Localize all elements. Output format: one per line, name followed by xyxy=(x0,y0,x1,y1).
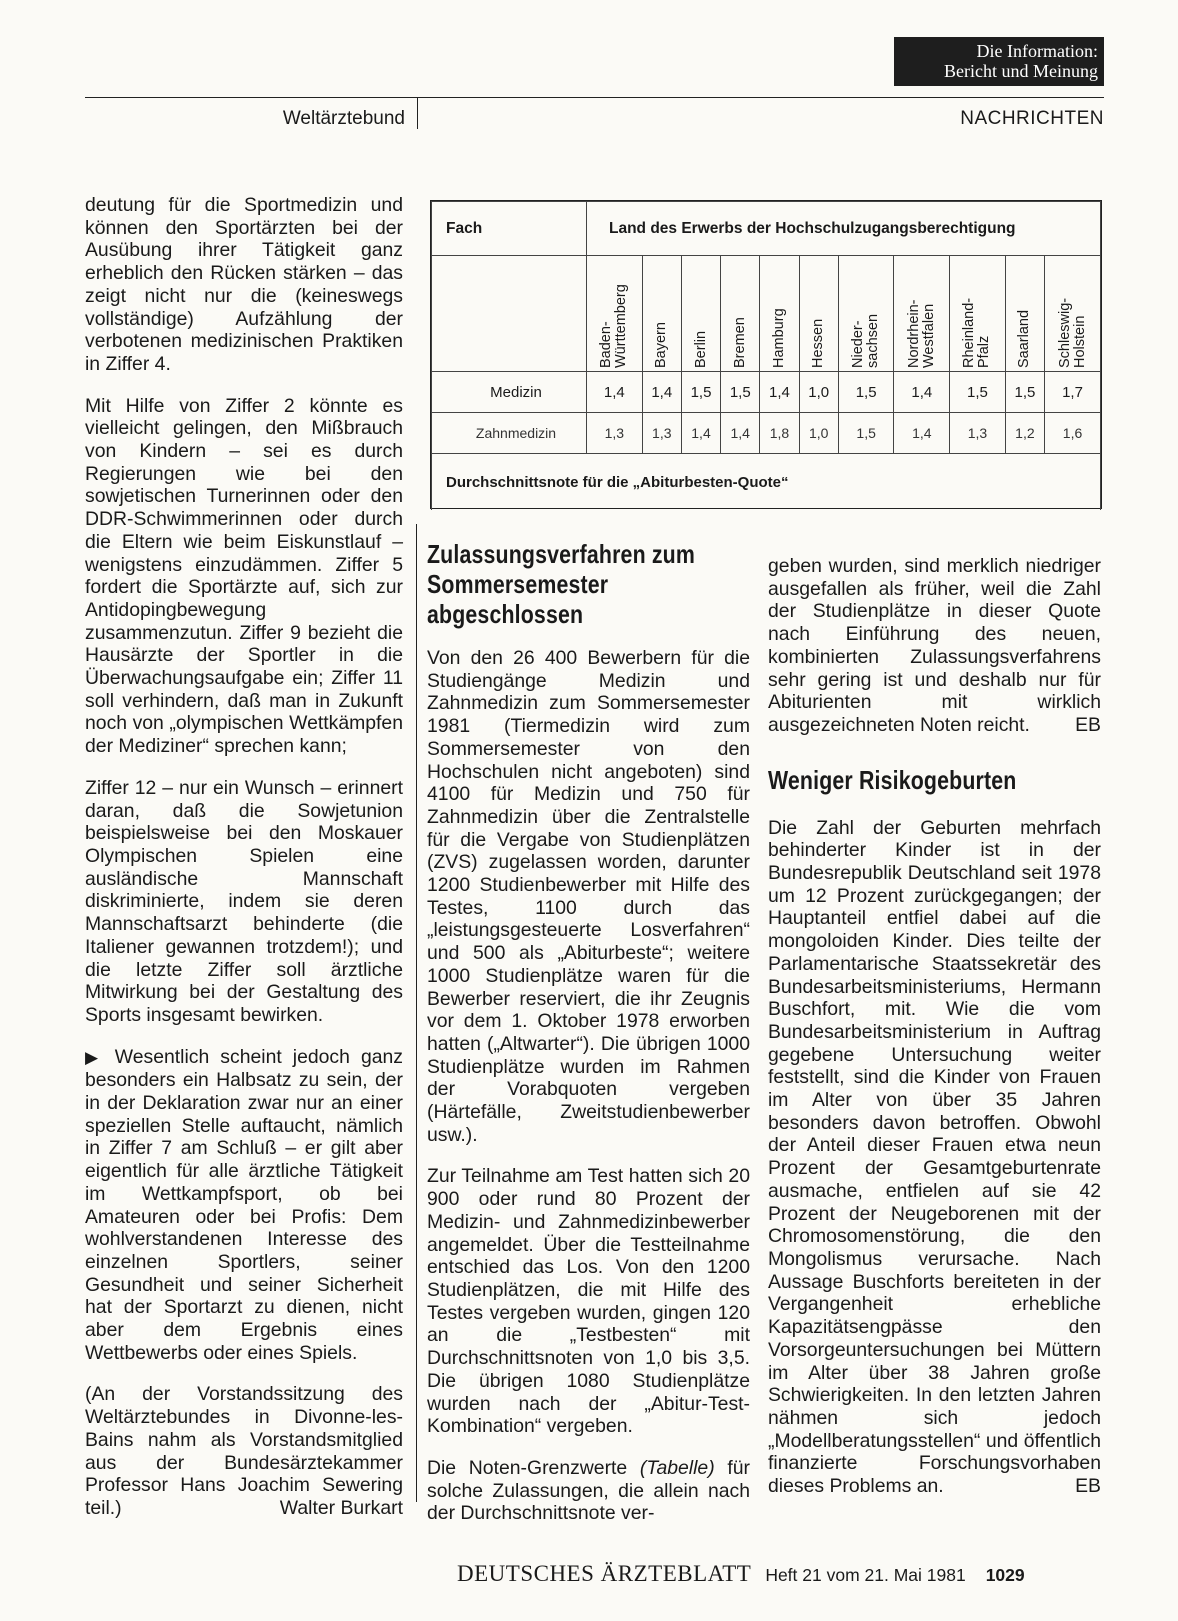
grade-cell: 1,4 xyxy=(587,372,643,413)
state-name: Bremen xyxy=(731,316,748,368)
grade-cell: 1,8 xyxy=(760,413,799,454)
state-name: Nieder- sachsen xyxy=(850,313,882,368)
column-divider xyxy=(416,524,417,1502)
grade-cell: 1,3 xyxy=(642,413,681,454)
grade-cell: 1,5 xyxy=(681,372,720,413)
author-name: Walter Burkart xyxy=(279,1496,403,1519)
badge-line-2: Bericht und Meinung xyxy=(944,61,1098,81)
paragraph-text: für solche Zulassungen, die allein nach der Durchschnittsnote ver- xyxy=(427,1456,750,1525)
grade-cell: 1,7 xyxy=(1045,372,1101,413)
table-row xyxy=(432,413,1101,454)
grade-cell: 1,5 xyxy=(1005,372,1044,413)
triangle-bullet-icon: ▶ xyxy=(85,1047,104,1067)
page-footer xyxy=(457,1561,1102,1587)
grades-table xyxy=(430,200,1102,509)
paragraph: Ziffer 12 – nur ein Wunsch – erinnert daran, daß die Sowjetunion beispielsweise bei den Moskauer Olympischen Spielen eine ausländische Mannschaft diskriminierte, indem sie deren Mannschaftsarzt behinderte (die Italiener gewannen trotzdem!); und die letzte Ziffer soll ärztliche Mitwirkung bei der Gestaltung des Sports insgesamt bewirken. xyxy=(85,776,403,1026)
author-signature: EB xyxy=(1075,713,1101,736)
state-name: Hamburg xyxy=(770,307,787,368)
state-header-cell xyxy=(642,256,681,372)
grade-cell: 1,4 xyxy=(894,372,950,413)
paragraph: Von den 26 400 Bewerbern für die Studiengänge Medizin und Zahnmedizin zum Sommersemester 1981 (Tiermedizin wird zum Sommersemester von den Hochschulen nicht angeboten) sind 4100 für Medizin und 750 für Zahnmedizin über die Zentralstelle für die Vergabe von Studienplätzen (ZVS) zugelassen worden, darunter 1200 Studienbewerber mit Hilfe des Testes, 1100 durch das „leistungsgesteuerte Losverfahren“ und 500 als „Abiturbeste“; weitere 1000 Studienplätze waren für die Bewerber reserviert, die ihr Zeugnis vor dem 1. Oktober 1978 erworben hatten („Altwarter“). Die übrigen 1000 Studienplätze wurden im Rahmen der Vorabquoten vergeben (Härtefälle, Zweitstudienbewerber usw.). xyxy=(427,647,750,1146)
table-caption: Durchschnittsnote für die „Abiturbesten-Quote“ xyxy=(432,454,1101,511)
left-column xyxy=(85,194,403,1520)
paragraph: Mit Hilfe von Ziffer 2 könnte es vielleicht gelingen, den Mißbrauch von Kindern – sei es durch Regierungen wie bei den sowjetischen Turnerinnen oder den DDR-Schwimmerinnen oder durch die Eltern wie beim Eiskunstlauf – wenigstens einzudämmen. Ziffer 5 fordert die Sportärzte auf, sich zur Antidopingbewegung zusammenzutun. Ziffer 9 bezieht die Hausärzte der Sportler in die Überwachungsaufgabe ein; Ziffer 11 soll verhindern, daß man in Zukunft noch von „olympischen Wettkämpfen der Mediziner“ sprechen kann; xyxy=(85,394,403,758)
states-header-row xyxy=(432,256,1101,372)
paragraph xyxy=(768,817,1101,1498)
badge-line-1: Die Information: xyxy=(976,41,1098,61)
state-header-cell xyxy=(950,256,1006,372)
state-header-cell xyxy=(587,256,643,372)
state-header-cell xyxy=(721,256,760,372)
state-name: Berlin xyxy=(692,330,709,368)
article-headline: Zulassungsverfahren zum Sommersemester abgeschlossen xyxy=(427,539,695,629)
paragraph xyxy=(768,555,1101,737)
article-headline: Weniger Risikogeburten xyxy=(768,764,1017,795)
author-line xyxy=(85,1497,403,1520)
right-column xyxy=(768,555,1101,1517)
state-name: Hessen xyxy=(810,318,827,368)
journal-name: DEUTSCHES ÄRZTEBLATT xyxy=(457,1561,752,1586)
grade-cell: 1,5 xyxy=(721,372,760,413)
state-header-cell xyxy=(1045,256,1101,372)
page-number: 1029 xyxy=(985,1565,1025,1585)
grade-cell: 1,6 xyxy=(1045,413,1101,454)
paragraph-text: Wesentlich scheint jedoch ganz besonders ein Halbsatz zu sein, der in der Deklaration zwar nur an einer speziellen Stelle auftaucht, nämlich in Ziffer 7 am Schluß – er gilt aber eigentlich für alle ärztliche Tätigkeit im Wettkampfsport, ob bei Amateuren oder bei Profis: Dem wohlverstandenen Interesse des einzelnen Sportlers, seiner Gesundheit und seiner Sicherheit hat der Sportarzt zu dienen, nicht aber dem Ergebnis eines Wettbewerbs oder eines Spiels. xyxy=(85,1045,404,1364)
paragraph xyxy=(427,1457,750,1525)
paragraph-text: (An der Vorstandssitzung des Weltärztebundes in Divonne-les-Bains nahm als Vorstandsmitglied aus der Bundesärztekammer Professor Hans Joachim Sewering teil.) xyxy=(85,1383,403,1519)
grade-cell: 1,3 xyxy=(950,413,1006,454)
grade-cell: 1,0 xyxy=(799,372,838,413)
grade-cell: 1,4 xyxy=(642,372,681,413)
row-label: Medizin xyxy=(432,372,587,413)
paragraph-text: geben wurden, sind merklich niedriger ausgefallen als früher, weil die Zahl der Studienplätze in dieser Quote nach Einführung des neuen, kombinierten Zulassungsverfahrens sehr gering ist und deshalb nur für Abiturienten mit wirklich ausgezeichneten Noten reicht. xyxy=(768,555,1101,736)
paragraph xyxy=(85,1046,403,1365)
grade-cell: 1,5 xyxy=(838,413,894,454)
state-name: Baden- Württemberg xyxy=(598,283,630,368)
grade-cell: 1,2 xyxy=(1005,413,1044,454)
state-header-cell xyxy=(681,256,720,372)
row-label: Zahnmedizin xyxy=(432,413,587,454)
state-header-cell xyxy=(894,256,950,372)
grade-cell: 1,4 xyxy=(894,413,950,454)
grade-cell: 1,5 xyxy=(950,372,1006,413)
state-name: Schleswig- Holstein xyxy=(1056,297,1088,368)
grade-cell: 1,4 xyxy=(681,413,720,454)
state-name: Saarland xyxy=(1016,309,1033,368)
table-reference: (Tabelle) xyxy=(639,1456,715,1479)
state-name: Nordrhein- Westfalen xyxy=(905,299,937,368)
header-divider xyxy=(417,97,418,129)
state-header-cell xyxy=(799,256,838,372)
state-header-cell xyxy=(760,256,799,372)
author-signature: EB xyxy=(1075,1475,1101,1498)
table-header-fach: Fach xyxy=(432,202,587,256)
section-badge xyxy=(894,37,1104,86)
state-name: Bayern xyxy=(653,321,670,368)
table-empty-cell xyxy=(432,256,587,372)
grade-cell: 1,3 xyxy=(587,413,643,454)
middle-column xyxy=(427,539,750,1525)
state-header-cell xyxy=(1005,256,1044,372)
issue-info: Heft 21 vom 21. Mai 1981 xyxy=(765,1565,966,1585)
state-header-cell xyxy=(838,256,894,372)
grade-cell: 1,4 xyxy=(760,372,799,413)
paragraph: deutung für die Sportmedizin und können den Sportärzten bei der Ausübung ihrer Tätigkeit ganz erheblich den Rücken stärken – das zeigt nicht nur die (keineswegs vollständige) Aufzählung der verbotenen medizinischen Praktiken in Ziffer 4. xyxy=(85,194,403,375)
section-title-right: NACHRICHTEN xyxy=(960,108,1104,129)
grade-cell: 1,0 xyxy=(799,413,838,454)
table-row xyxy=(432,372,1101,413)
state-name: Rheinland- Pfalz xyxy=(961,297,993,368)
paragraph-text: Die Zahl der Geburten mehrfach behinderter Kinder ist in der Bundesrepublik Deutschland seit 1978 um 12 Prozent zurückgegangen; der Hauptanteil entfiel dabei auf die mongoloiden Kinder. Dies teilte der Parlamentarische Staatssekretär des Bundesarbeitsministeriums, Hermann Buschfort, mit. Wie die vom Bundesarbeitsministerium in Auftrag gegebene Untersuchung weiter feststellt, sind die Kinder von Frauen im Alter von über 35 Jahren besonders davon betroffen. Obwohl der Anteil dieser Frauen etwa neun Prozent der Gesamtgeburtenrate ausmache, entfielen auf sie 42 Prozent der Neugeborenen mit der Chromosomenstörung, die den Mongolismus verursache. Nach Aussage Buschforts bereiteten in der Vergangenheit erhebliche Kapazitätsengpässe den Vorsorgeuntersuchungen bei Müttern im Alter über 38 Jahren große Schwierigkeiten. In den letzten Jahren nähmen sich jedoch „Modellberatungsstellen“ und öffentlich finanzierte Forschungsvorhaben dieses Problems an. xyxy=(768,816,1101,1498)
grade-cell: 1,4 xyxy=(721,413,760,454)
table-header-land: Land des Erwerbs der Hochschulzugangsberechtigung xyxy=(587,202,1101,256)
grade-cell: 1,5 xyxy=(838,372,894,413)
header-rule xyxy=(85,97,1104,98)
section-title-left: Weltärztebund xyxy=(282,108,405,129)
paragraph: Zur Teilnahme am Test hatten sich 20 900 oder rund 80 Prozent der Medizin- und Zahnmedizinbewerber angemeldet. Über die Testteilnahme entschied das Los. Von den 1200 Studienplätzen, die mit Hilfe des Testes vergeben wurden, gingen 120 an die „Testbesten“ mit Durchschnittsnoten von 1,0 bis 3,5. Die übrigen 1080 Studienplätze wurden nach der „Abitur-Test-Kombination“ vergeben. xyxy=(427,1165,750,1438)
paragraph-text: Die Noten-Grenzwerte xyxy=(427,1456,628,1479)
